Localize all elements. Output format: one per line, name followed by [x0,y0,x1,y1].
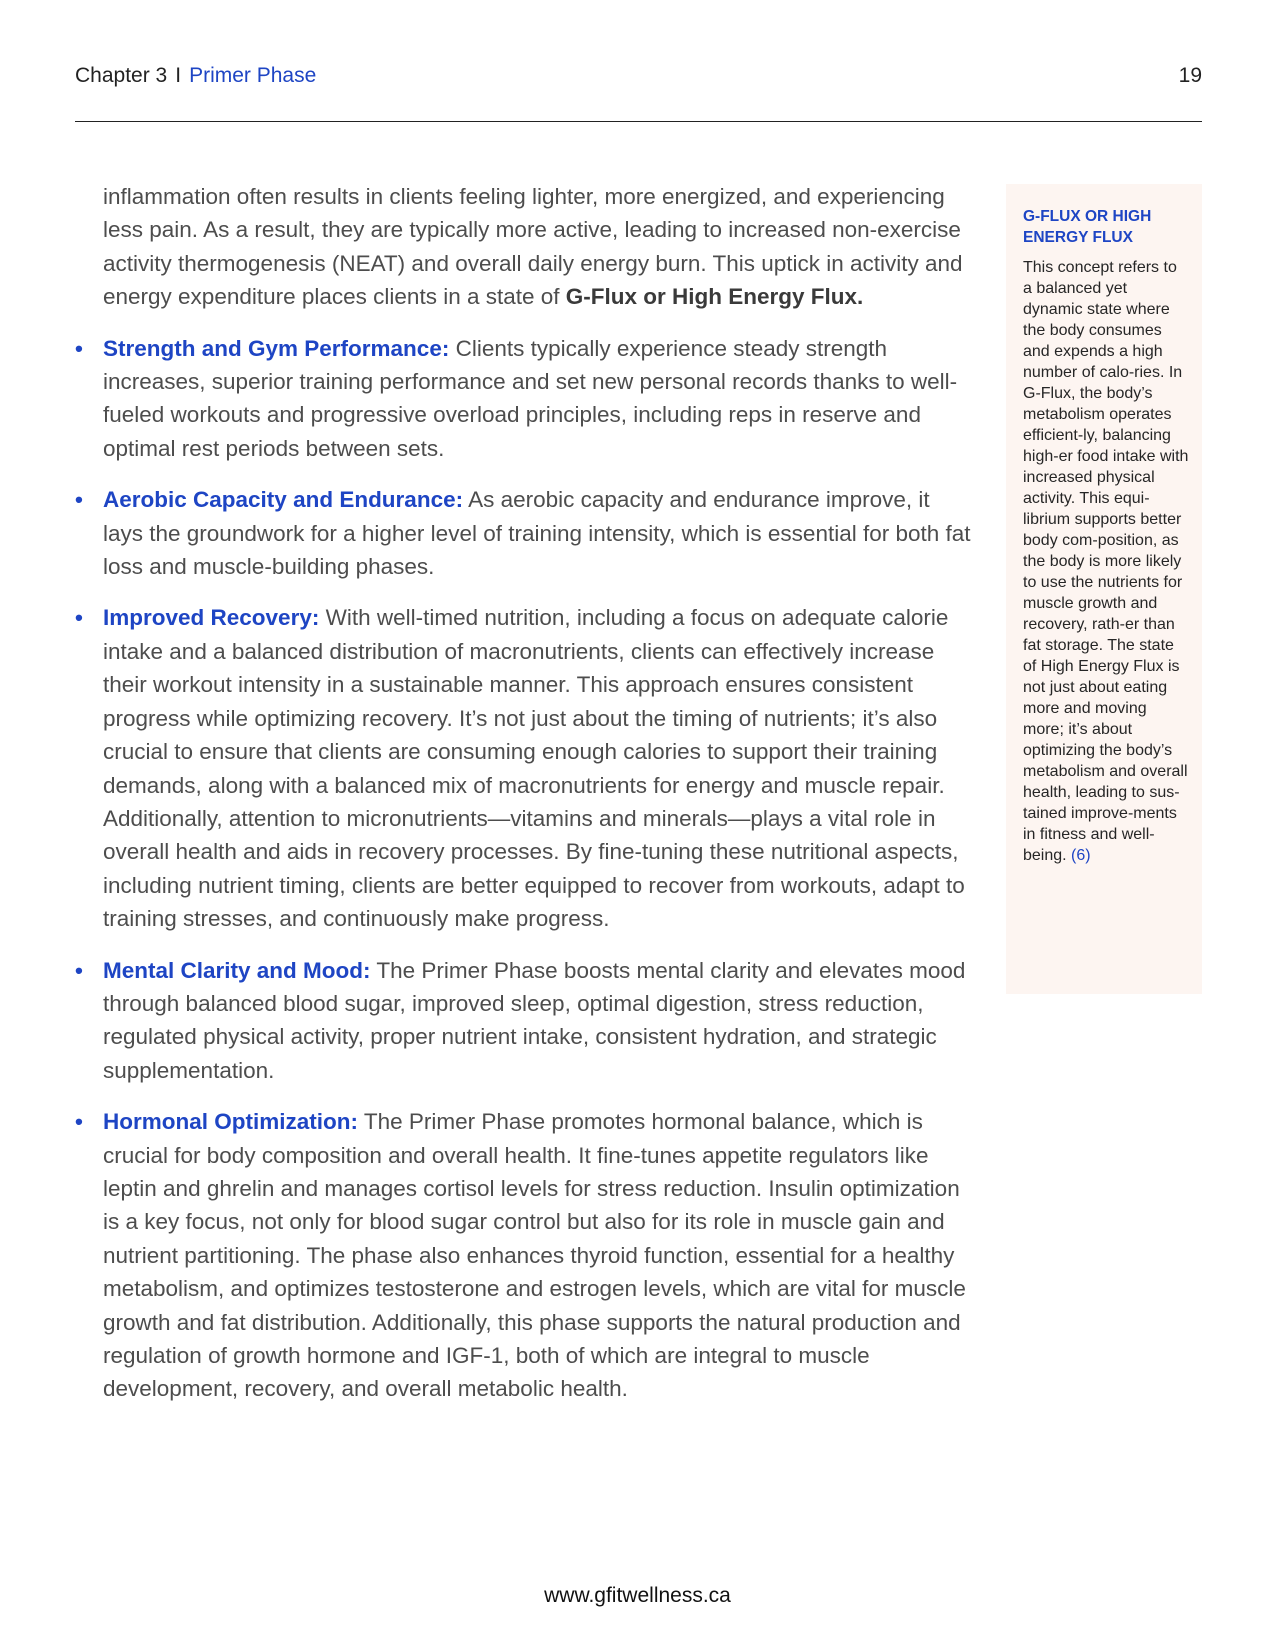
sidebar-title: G-FLUX OR HIGH ENERGY FLUX [1023,208,1152,246]
chapter-number: Chapter 3 [75,64,168,87]
list-item-text: As aerobic capacity and endurance improve, it lays the groundwork for a higher level of training intensity, which is essential for both fat loss and muscle-building phases. [103,487,971,580]
list-item [75,601,975,935]
reference-link[interactable]: (6) [1071,847,1091,864]
bullet-icon: • [75,1109,83,1135]
list-item-text: Clients typically experience steady strength increases, superior training performance and set new personal records thanks to well-fueled workouts and progressive overload principles, including reps in reserve and optimal rest periods between sets. [103,335,958,461]
list-item [75,1105,975,1406]
footer-url[interactable]: www.gfitwellness.ca [544,1584,731,1607]
page-header [75,60,1202,94]
page-number: 19 [1178,64,1202,87]
intro-paragraph [103,180,975,314]
list-item-text: With well-timed nutrition, including a focus on adequate calorie intake and a balanced distribution of macronutrients, clients can effectively increase their workout intensity in a sustainable manner. This approach ensures consistent progress while optimizing recovery. It’s not just about the timing of nutrients; it’s also crucial to ensure that clients are consuming enough calories to support their training demands, along with a balanced mix of macronutrients for energy and muscle repair. Additionally, attention to micronutrients—vitamins and minerals—plays a vital role in overall health and aids in recovery processes. By fine-tuning these nutritional aspects, including nutrient timing, clients are better equipped to recover from workouts, adapt to training stresses, and continuously make progress. [103,605,965,932]
bullet-icon: • [75,605,83,631]
bullet-icon: • [75,957,83,983]
list-item-lead: Improved Recovery: [103,605,320,631]
bullet-icon: • [75,487,83,513]
sidebar-text: This concept refers to a balanced yet dynamic state where the body consumes and expends a high number of calo-ries. In G-Flux, the body’s metabolism operates efficient-ly, balancing high-er food intake with increased physical activity. This equi-librium supports better body com-position, as the body is more likely to use the nutrients for muscle growth and recovery, rath-er than fat storage. The state of High Energy Flux is not just about eating more and moving more; it’s about optimizing the body’s metabolism and overall health, leading to sus-tained improve-ments in fitness and well-being. [1023,259,1189,864]
list-item-text: The Primer Phase promotes hormonal balance, which is crucial for body composition and overall health. It fine-tunes appetite regulators like leptin and ghrelin and manages cortisol levels for stress reduction. Insulin optimization is a key focus, not only for blood sugar control but also for its role in muscle gain and nutrient partitioning. The phase also enhances thyroid function, essential for a healthy metabolism, and optimizes testosterone and estrogen levels, which are vital for muscle growth and fat distribution. Additionally, this phase supports the natural production and regulation of growth hormone and IGF-1, both of which are integral to muscle development, recovery, and overall metabolic health. [103,1109,966,1402]
list-item [75,954,975,1088]
list-item-lead: Mental Clarity and Mood: [103,957,371,983]
list-item-lead: Strength and Gym Performance: [103,335,450,361]
definition-sidebar [1006,184,1202,994]
benefits-list [75,332,975,1406]
list-item-lead: Aerobic Capacity and Endurance: [103,487,464,513]
main-content [75,180,975,1406]
bullet-icon: • [75,335,83,361]
header-divider [75,121,1202,122]
list-item [75,483,975,583]
chapter-title: Primer Phase [189,64,317,87]
list-item-lead: Hormonal Optimization: [103,1109,358,1135]
list-item-text: The Primer Phase boosts mental clarity and elevates mood through balanced blood sugar, improved sleep, optimal digestion, stress reduction, regulated physical activity, proper nutrient intake, consistent hydration, and strategic supplementation. [103,957,966,1083]
chapter-label [75,64,316,88]
sidebar-body [1023,257,1190,866]
intro-bold-term: G-Flux or High Energy Flux. [565,284,864,310]
header-separator: I [175,64,182,87]
intro-text: inflammation often results in clients feeling lighter, more energized, and experiencing less pain. As a result, they are typically more active, leading to increased non-exercise activity thermogenesis (NEAT) and overall daily energy burn. This uptick in activity and energy expenditure places clients in a state of [103,184,963,310]
list-item [75,332,975,466]
